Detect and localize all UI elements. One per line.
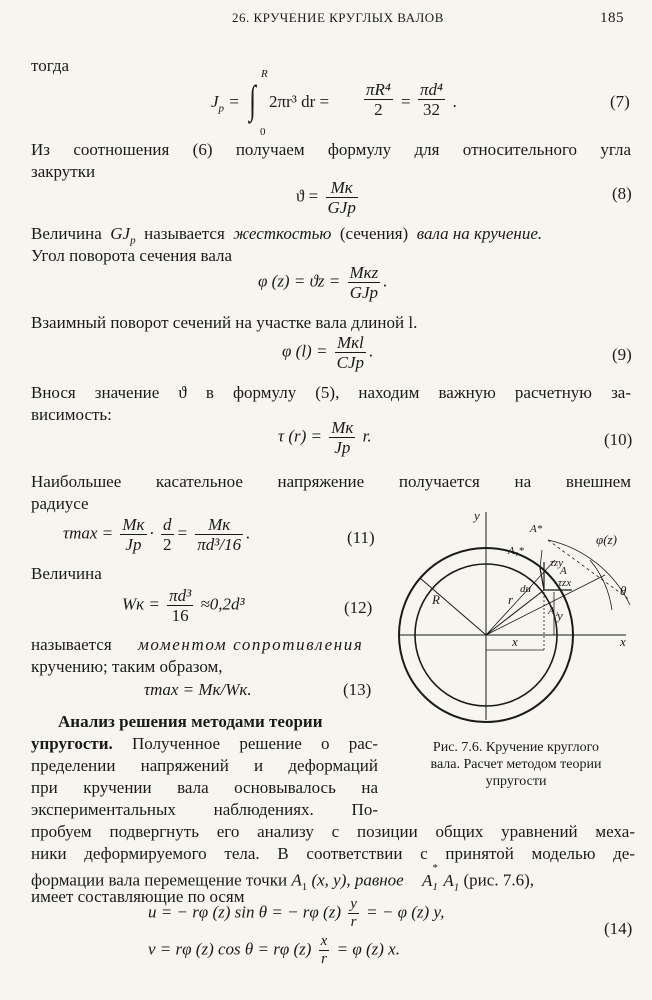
svg-text:x: x — [512, 634, 518, 649]
svg-text:y: y — [557, 608, 563, 623]
figure-caption: Рис. 7.6. Кручение круглого вала. Расчет методом теории упругости — [430, 740, 602, 789]
svg-text:R: R — [432, 592, 440, 607]
label-y-axis: y — [474, 508, 480, 523]
equation-11-tag: (11) — [347, 528, 375, 547]
equation-phi-z: φ (z) = ϑz = $\frac{\text{Mкz}}{\text{GJp}}$ . — [258, 263, 388, 302]
equation-10-tag: (10) — [604, 430, 633, 449]
equation-13: τmax = Mк/Wк. — [144, 680, 252, 699]
text-from-relation: Из соотношения (6) получаем формулу для относительного угла — [31, 140, 631, 159]
text-angle: Угол поворота сечения вала — [31, 246, 233, 265]
svg-text:A₁*: A₁* — [508, 545, 525, 557]
text-rigidity: Величина $GJ_p$ называется жесткостью (сечения) вала на кручение. — [31, 224, 543, 247]
figure-shaft-cross-section — [390, 500, 642, 730]
equation-9: φ (l) = $\frac{\text{Mкl}}{\text{CJp}}$ . — [282, 333, 374, 372]
equation-13-tag: (13) — [343, 680, 372, 699]
label-phi: φ(z) — [596, 532, 617, 547]
text-mutual-rotation: Взаимный поворот сечений на участке вала длиной l. — [31, 313, 418, 332]
equation-9-tag: (9) — [612, 345, 632, 364]
equation-8: ϑ = $\frac{Mк}{\text{GJp}}$ — [296, 178, 356, 217]
text-from-relation-2: закрутки — [31, 162, 96, 181]
equation-7: R 0 $J_p$ = ∫ 2πr³ dr = $\frac{\text{πR⁴}}{2}$ = $\frac{\text{πd⁴}}{32}$ . — [211, 68, 458, 138]
text-value: Величина — [31, 564, 102, 583]
analysis-line-1: упругости. Полученное решение о рас- — [31, 734, 378, 753]
svg-text:A₁: A₁ — [548, 605, 559, 617]
analysis-line-2: пределении напряжений и деформаций — [31, 756, 378, 775]
equation-8-tag: (8) — [612, 184, 632, 203]
page-number: 185 — [600, 10, 624, 26]
analysis-line-8: имеет составляющие по осям — [31, 887, 245, 906]
equation-14-line-2: v = rφ (z) cos θ = rφ (z) $\frac{x}{r}$ = φ (z) x. — [148, 933, 400, 967]
text-called-moment: называется моментом сопротивления — [31, 635, 364, 654]
equation-7-tag: (7) — [610, 92, 630, 111]
label-x-axis: x — [620, 634, 626, 649]
svg-text:A*: A* — [530, 523, 543, 535]
text-togda: тогда — [31, 56, 70, 75]
analysis-line-3: при кручении вала основывалось на — [31, 778, 378, 797]
text-max-stress-2: радиусе — [31, 494, 89, 513]
analysis-line-7: формации вала перемещение точки $A_1$ (x, y), равное $A_1^*A_1$ (рис. 7.6), — [31, 862, 534, 894]
equation-12-tag: (12) — [344, 598, 373, 617]
equation-11: τmax = $\frac{Mк}{Jp}$ · $\frac{d}{2}$ = $\frac{Mк}{\text{πd³/16}}$ . — [63, 515, 251, 554]
analysis-line-5: пробуем подвергнуть его анализу с позиции общих уравнений меха- — [31, 822, 635, 841]
equation-14-tag: (14) — [604, 919, 633, 938]
equation-14-line-1: u = − rφ (z) sin θ = − rφ (z) $\frac{y}{r}$ = − φ (z) y, — [148, 896, 445, 930]
analysis-line-6: ники деформируемого тела. В соответствии с принятой моделью де- — [31, 844, 635, 863]
chapter-title: 26. КРУЧЕНИЕ КРУГЛЫХ ВАЛОВ — [232, 10, 444, 25]
text-insert-value-2: висимость: — [31, 405, 112, 424]
svg-text:du: du — [520, 583, 531, 595]
svg-text:A: A — [560, 565, 567, 577]
svg-text:θ: θ — [620, 583, 627, 598]
text-called-moment-2: кручению; таким образом, — [31, 657, 223, 676]
text-max-stress: Наибольшее касательное напряжение получается на внешнем — [31, 472, 631, 491]
equation-12: Wк = $\frac{\text{πd³}}{16}$ ≈0,2d³ — [122, 586, 245, 625]
section-title: Анализ решения методами теории — [58, 712, 323, 731]
svg-text:r: r — [508, 592, 514, 607]
analysis-line-4: экспериментальных наблюдениях. По- — [31, 800, 378, 819]
svg-text:τzy: τzy — [550, 557, 564, 569]
equation-10: τ (r) = $\frac{Mк}{Jp}$ r. — [278, 418, 372, 457]
text-insert-value: Внося значение ϑ в формулу (5), находим важную расчетную за- — [31, 383, 631, 402]
svg-text:τzx: τzx — [558, 577, 572, 589]
